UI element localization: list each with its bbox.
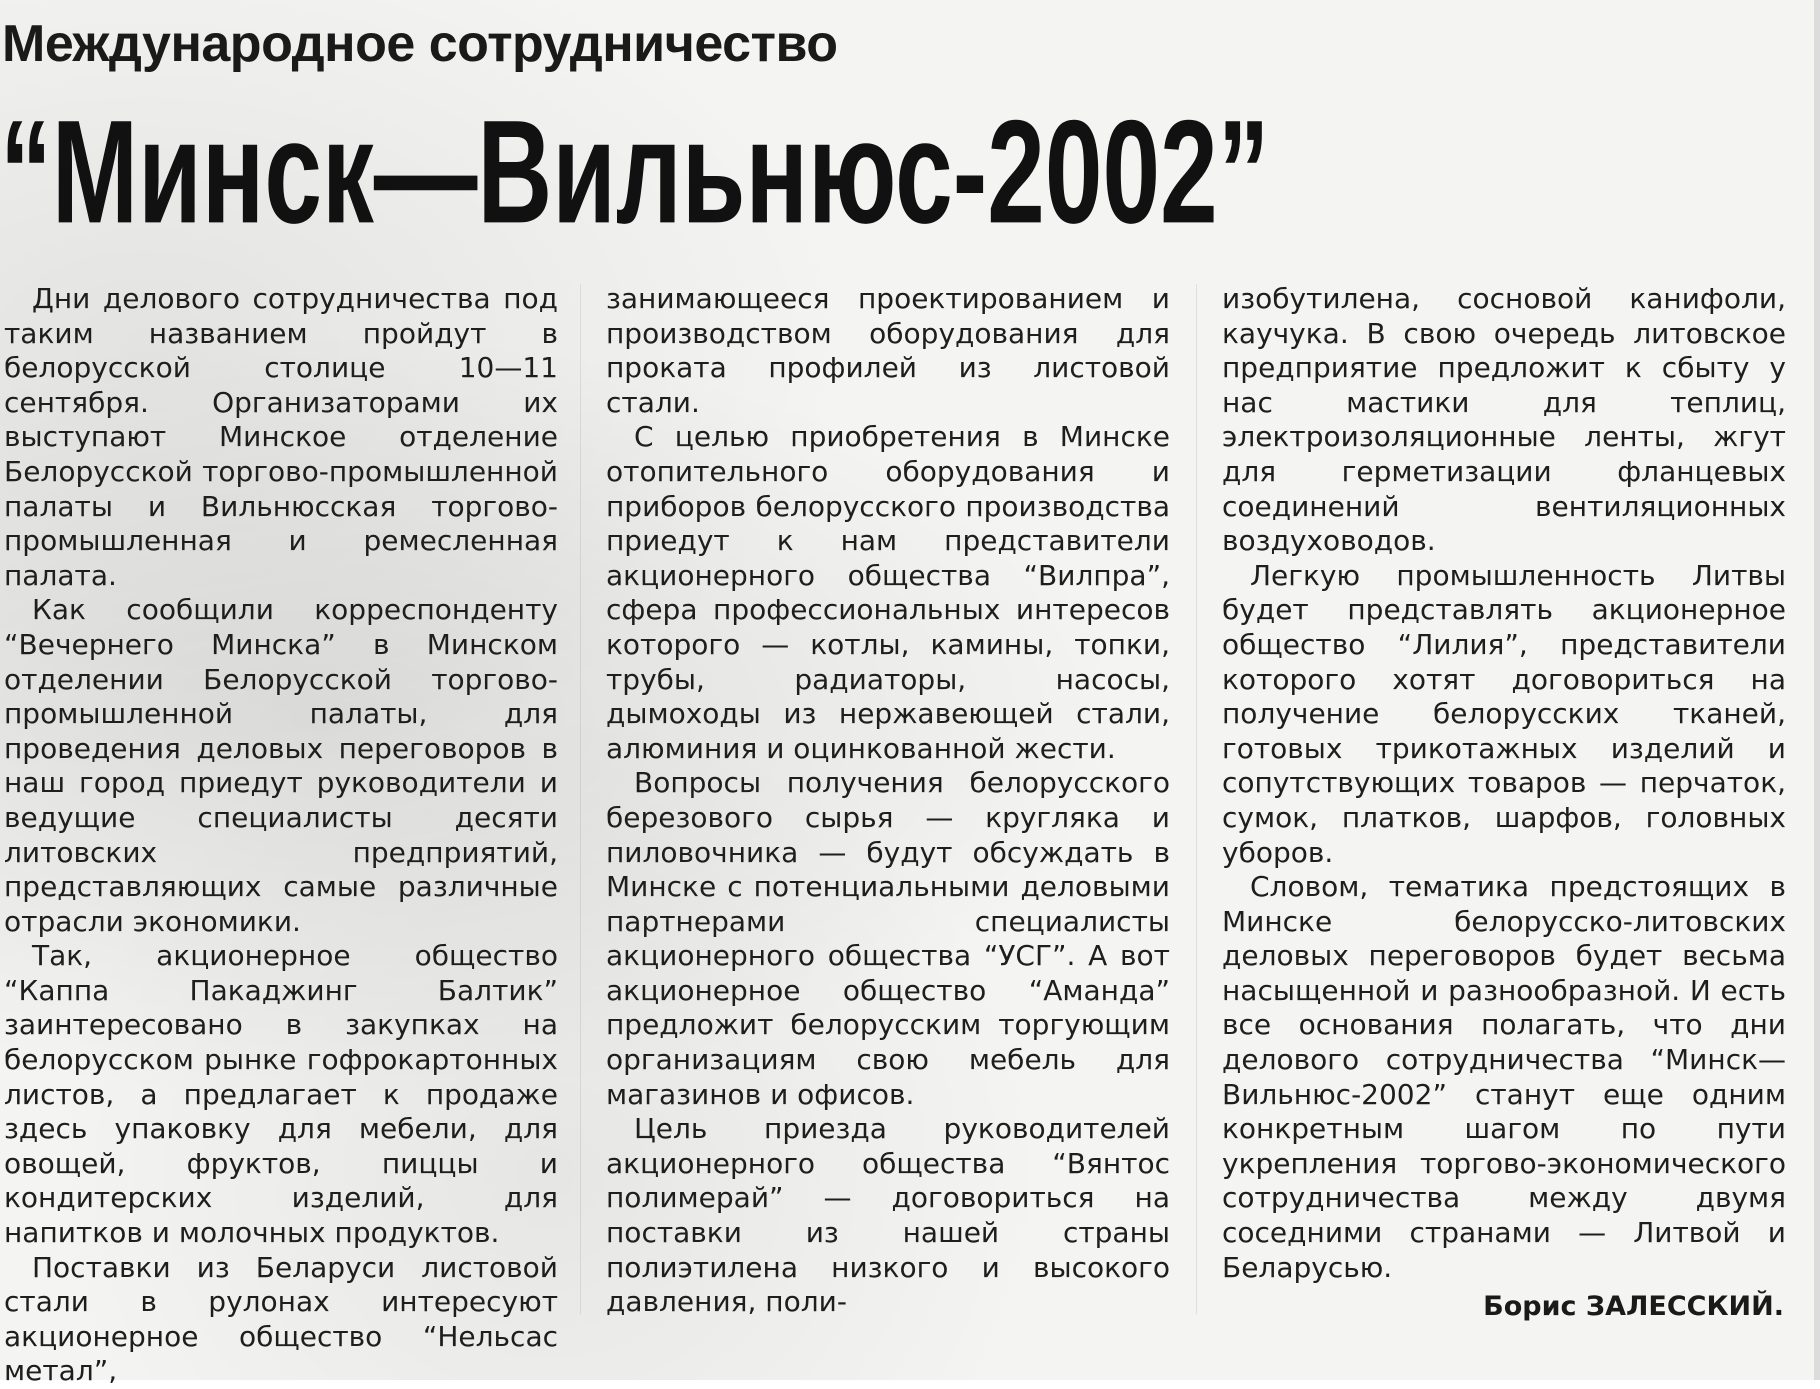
author-byline: Борис ЗАЛЕССКИЙ. [1483,1291,1784,1322]
paragraph: Поставки из Беларуси листовой стали в рулонах интересуют акционерное общество “Нельсас метал”, [4,1250,558,1388]
paragraph: Словом, тематика предстоящих в Минске белорусско-литовских деловых переговоров будет весьма насыщенной и разнообразной. И есть все основания полагать, что дни делового сотрудничества “Минск—Вильнюс-2002” станут еще одним конкретным шагом по пути укрепления торгово-экономического сотрудничества между двумя соседними странами — Литвой и Беларусью. [1222,870,1786,1284]
column-divider [1196,284,1197,1314]
paragraph: Дни делового сотрудничества под таким названием пройдут в белорусской столице 10—11 сентября. Организаторами их выступают Минское отделение Белорусской торгово-промышленной палаты и Вильнюсская торгово-промышленная и ремесленная палата. [4,282,558,592]
rubric-label: Международное сотрудничество [2,15,838,73]
article-column-2 [606,282,1170,1322]
page-edge [1814,0,1820,1380]
paragraph: Цель приезда руководителей акционерного общества “Вянтос полимерай” — договориться на поставки из нашей страны полиэтилена низкого и высокого давления, поли- [606,1112,1170,1319]
paragraph: Как сообщили корреспонденту “Вечернего Минска” в Минском отделении Белорусской торгово-промышленной палаты, для проведения деловых переговоров в наш город приедут руководители и ведущие специалисты десяти литовских предприятий, представляющих самые различные отрасли экономики. [4,593,558,938]
paragraph: С целью приобретения в Минске отопительного оборудования и приборов белорусского производства приедут к нам представители акционерного общества “Вилпра”, сфера профессиональных интересов которого — котлы, камины, топки, трубы, радиаторы, насосы, дымоходы из нержавеющей стали, алюминия и оцинкованной жести. [606,420,1170,765]
article-column-3 [1222,282,1786,1322]
article-column-1 [4,282,558,1388]
paragraph: Легкую промышленность Литвы будет представлять акционерное общество “Лилия”, представители которого хотят договориться на получение белорусских тканей, готовых трикотажных изделий и сопутствующих товаров — перчаток, сумок, платков, шарфов, головных уборов. [1222,558,1786,869]
paragraph: Так, акционерное общество “Каппа Пакаджинг Балтик” заинтересовано в закупках на белорусском рынке гофрокартонных листов, а предлагает к продаже здесь упаковку для мебели, для овощей, фруктов, пиццы и кондитерских изделий, для напитков и молочных продуктов. [4,939,558,1250]
article-headline: “Минск—Вильнюс-2002” [0,89,1270,254]
paragraph: занимающееся проектированием и производством оборудования для проката профилей из листовой стали. [606,282,1170,419]
paragraph: Вопросы получения белорусского березового сырья — кругляка и пиловочника — будут обсуждать в Минске с потенциальными деловыми партнерами специалисты акционерного общества “УСГ”. А вот акционерное общество “Аманда” предложит белорусским торгующим организациям свою мебель для магазинов и офисов. [606,766,1170,1111]
column-divider [580,284,581,1314]
paragraph: изобутилена, сосновой канифоли, каучука. В свою очередь литовское предприятие предложит к сбыту у нас мастики для теплиц, электроизоляционные ленты, жгут для герметизации фланцевых соединений вентиляционных воздуховодов. [1222,282,1786,558]
